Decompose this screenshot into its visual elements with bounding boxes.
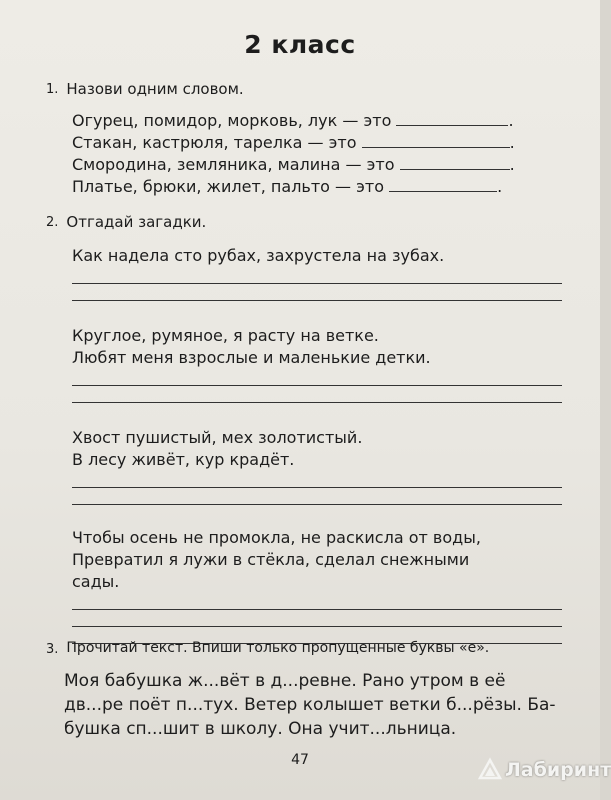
line-end-4: . [497,177,503,196]
task-3-text [64,669,566,741]
answer-line[interactable] [72,593,562,610]
riddle-1-line-1: Как надела сто рубах, захрустела на зубах. [72,246,445,265]
task-1-number: 1. [46,82,59,97]
answer-blank-2[interactable] [362,133,510,148]
task-1-instruction: Назови одним словом. [66,80,244,98]
task-1 [46,80,566,198]
riddle-3-line-2: В лесу живёт, кур крадёт. [72,450,295,469]
riddle-4-line-1: Чтобы осень не промокла, не раскисла от воды, [72,528,481,547]
task-1-text-1: Огурец, помидор, морковь, лук — это [72,111,392,130]
answer-line[interactable] [72,471,562,488]
task-1-text-4: Платье, брюки, жилет, пальто — это [72,177,385,196]
task-3-instruction: Прочитай текст. Впиши только пропущенные буквы «е». [66,640,490,656]
riddle-1 [72,245,566,301]
answer-line[interactable] [72,610,562,627]
task-2 [46,213,566,644]
task-1-line-4 [72,176,566,198]
riddle-3 [72,427,566,505]
answer-blank-3[interactable] [400,155,510,170]
riddle-4 [72,527,566,644]
line-end-1: . [508,111,514,130]
answer-line[interactable] [72,284,562,301]
riddle-4-line-3: сады. [72,572,120,591]
line-end-2: . [509,133,515,152]
task-2-number: 2. [46,215,59,230]
labyrinth-logo-icon [478,758,502,782]
answer-blank-4[interactable] [389,177,497,192]
task-3-line-2: дв...ре поёт п...тух. Ветер колышет ветки б...рёзы. Ба- [64,695,556,715]
line-end-3: . [509,155,515,174]
task-1-line-2 [72,132,566,154]
task-1-line-1 [72,110,566,132]
task-2-heading [46,213,566,231]
answer-line[interactable] [72,386,562,403]
task-3-heading [46,640,566,657]
riddle-2-line-2: Любят меня взрослые и маленькие детки. [72,348,431,367]
answer-blank-1[interactable] [396,111,508,126]
task-2-instruction: Отгадай загадки. [66,213,207,231]
answer-line[interactable] [72,488,562,505]
page-number: 47 [291,752,309,768]
page-title: 2 класс [244,30,356,59]
task-1-text-3: Смородина, земляника, малина — это [72,155,395,174]
task-1-line-3 [72,154,566,176]
task-1-heading [46,80,566,98]
task-3-number: 3. [46,642,59,657]
answer-line[interactable] [72,369,562,386]
task-1-text-2: Стакан, кастрюля, тарелка — это [72,133,357,152]
task-3-line-1: Моя бабушка ж...вёт в д...ревне. Рано утром в её [64,671,506,691]
task-3 [46,640,566,741]
watermark-text: Лабиринт [505,759,611,781]
riddle-2 [72,325,566,403]
riddle-3-line-1: Хвост пушистый, мех золотистый. [72,428,363,447]
riddle-4-line-2: Превратил я лужи в стёкла, сделал снежными [72,550,470,569]
riddle-2-line-1: Круглое, румяное, я расту на ветке. [72,326,379,345]
task-3-line-3: бушка сп...шит в школу. Она учит...льница. [64,719,457,739]
watermark-logo [478,758,611,782]
answer-line[interactable] [72,267,562,284]
